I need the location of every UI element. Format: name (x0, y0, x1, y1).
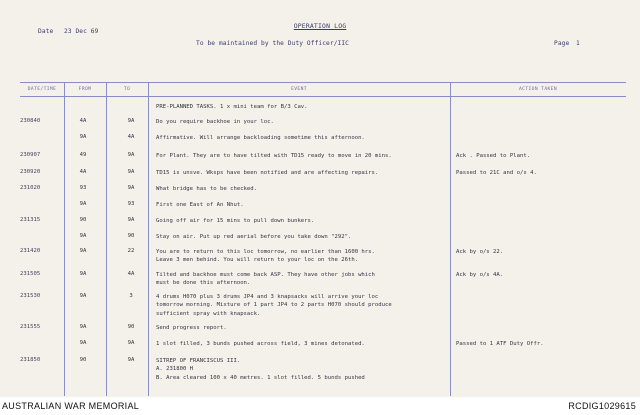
cell-event: Stay on air. Put up red aerial before you take down "292". (156, 234, 352, 240)
cell-from: 4A (79, 118, 87, 124)
cell-event: Going off air for 15 mins to pull down bunkers. (156, 218, 315, 224)
cell-event: First one East of An Nhut. (156, 202, 244, 208)
cell-time: 230920 (20, 169, 41, 175)
cell-to: 22 (127, 248, 135, 254)
cell-event: Tilted and backhoe must come back ASP. They have other jobs which must be done this afternoon. (156, 272, 375, 287)
cell-time: 231850 (20, 357, 41, 363)
cell-event: For Plant. They are to have tilted with TD15 ready to move in 20 mins. (156, 153, 392, 159)
cell-action: Passed to 21C and o/s 4. (456, 170, 537, 176)
cell-from: 9A (79, 134, 87, 140)
cell-to: 3 (129, 293, 133, 299)
cell-event: Send progress report. (156, 325, 227, 331)
cell-to: 4A (127, 134, 135, 140)
cell-from: 90 (79, 217, 87, 223)
operation-log-table (20, 82, 626, 396)
cell-to: 9A (127, 118, 135, 124)
header-rule (20, 96, 626, 97)
cell-to: 9A (127, 169, 135, 175)
cell-time: 231555 (20, 324, 41, 330)
cell-from: 9A (79, 248, 87, 254)
page-title: OPERATION LOG (293, 22, 347, 30)
date-value: 23 Dec 69 (64, 28, 99, 35)
cell-time: 231505 (20, 271, 41, 277)
cell-to: 4A (127, 271, 135, 277)
page-subtitle: To be maintained by the Duty Officer/IIC (196, 40, 350, 47)
cell-event: You are to return to this loc tomorrow, no earlier than 1600 hrs. Leave 3 men behind. You will return to your loc on the 26th. (156, 249, 375, 264)
cell-from: 90 (79, 357, 87, 363)
cell-event: Affirmative. Will arrange backloading sometime this afternoon. (156, 135, 365, 141)
cell-from: 9A (79, 271, 87, 277)
cell-from: 9A (79, 233, 87, 239)
cell-event: What bridge has to be checked. (156, 186, 258, 192)
cell-to: 9A (127, 152, 135, 158)
cell-action: Ack by o/s 22. (456, 249, 504, 255)
cell-event: SITREP OF FRANCISCUS III. A. 231800 H B. Area cleared 100 x 40 metres. 1 slot filled. 5 bunds pushed (156, 358, 365, 381)
date-label: Date (38, 28, 54, 35)
column-header-time: DATE/TIME (27, 87, 57, 92)
cell-to: 9A (127, 340, 135, 346)
cell-from: 9A (79, 340, 87, 346)
cell-time: 231020 (20, 185, 41, 191)
cell-to: 93 (127, 201, 135, 207)
cell-from: 93 (79, 185, 87, 191)
cell-action: Passed to 1 ATF Duty Offr. (456, 341, 544, 347)
cell-action: Ack by o/s 4A. (456, 272, 504, 278)
cell-to: 90 (127, 233, 135, 239)
table-top-rule (20, 82, 626, 83)
cell-time: 230840 (20, 118, 41, 124)
cell-from: 9A (79, 293, 87, 299)
cell-action: Ack . Passed to Plant. (456, 153, 531, 159)
cell-time: 231530 (20, 293, 41, 299)
cell-event: 1 slot filled, 3 bunds pushed across field, 3 mines detonated. (156, 341, 365, 347)
cell-event: Do you require backhoe in your loc. (156, 119, 274, 125)
cell-to: 90 (127, 324, 135, 330)
cell-from: 9A (79, 201, 87, 207)
cell-event: PRE-PLANNED TASKS. 1 x mini team for B/3 Cav. (156, 104, 308, 110)
column-divider (148, 82, 149, 396)
cell-time: 231420 (20, 248, 41, 254)
cell-time: 231315 (20, 217, 41, 223)
cell-to: 9A (127, 185, 135, 191)
cell-from: 49 (79, 152, 87, 158)
footer-archive-name: AUSTRALIAN WAR MEMORIAL (2, 401, 140, 411)
column-header-to: TO (123, 87, 131, 92)
cell-to: 9A (127, 217, 135, 223)
cell-time: 230907 (20, 152, 41, 158)
column-divider (64, 82, 65, 396)
cell-event: 4 drums H070 plus 3 drums JP4 and 3 knapsacks will arrive your loc tomorrow morning. Mixture of 1 part JP4 to 2 parts H070 should produce sufficient spray with knapsack. (156, 294, 392, 317)
footer-document-id: RCDIG1029615 (568, 401, 636, 411)
column-header-action: ACTION TAKEN (519, 87, 557, 92)
cell-event: TD15 is unsve. Wksps have been notified and are affecting repairs. (156, 170, 379, 176)
column-header-event: EVENT (291, 87, 307, 92)
page-number: 1 (576, 40, 580, 47)
cell-to: 9A (127, 357, 135, 363)
column-divider (106, 82, 107, 396)
column-header-from: FROM (78, 87, 92, 92)
cell-from: 4A (79, 169, 87, 175)
page-label: Page (554, 40, 570, 47)
column-divider (450, 82, 451, 396)
cell-from: 9A (79, 324, 87, 330)
